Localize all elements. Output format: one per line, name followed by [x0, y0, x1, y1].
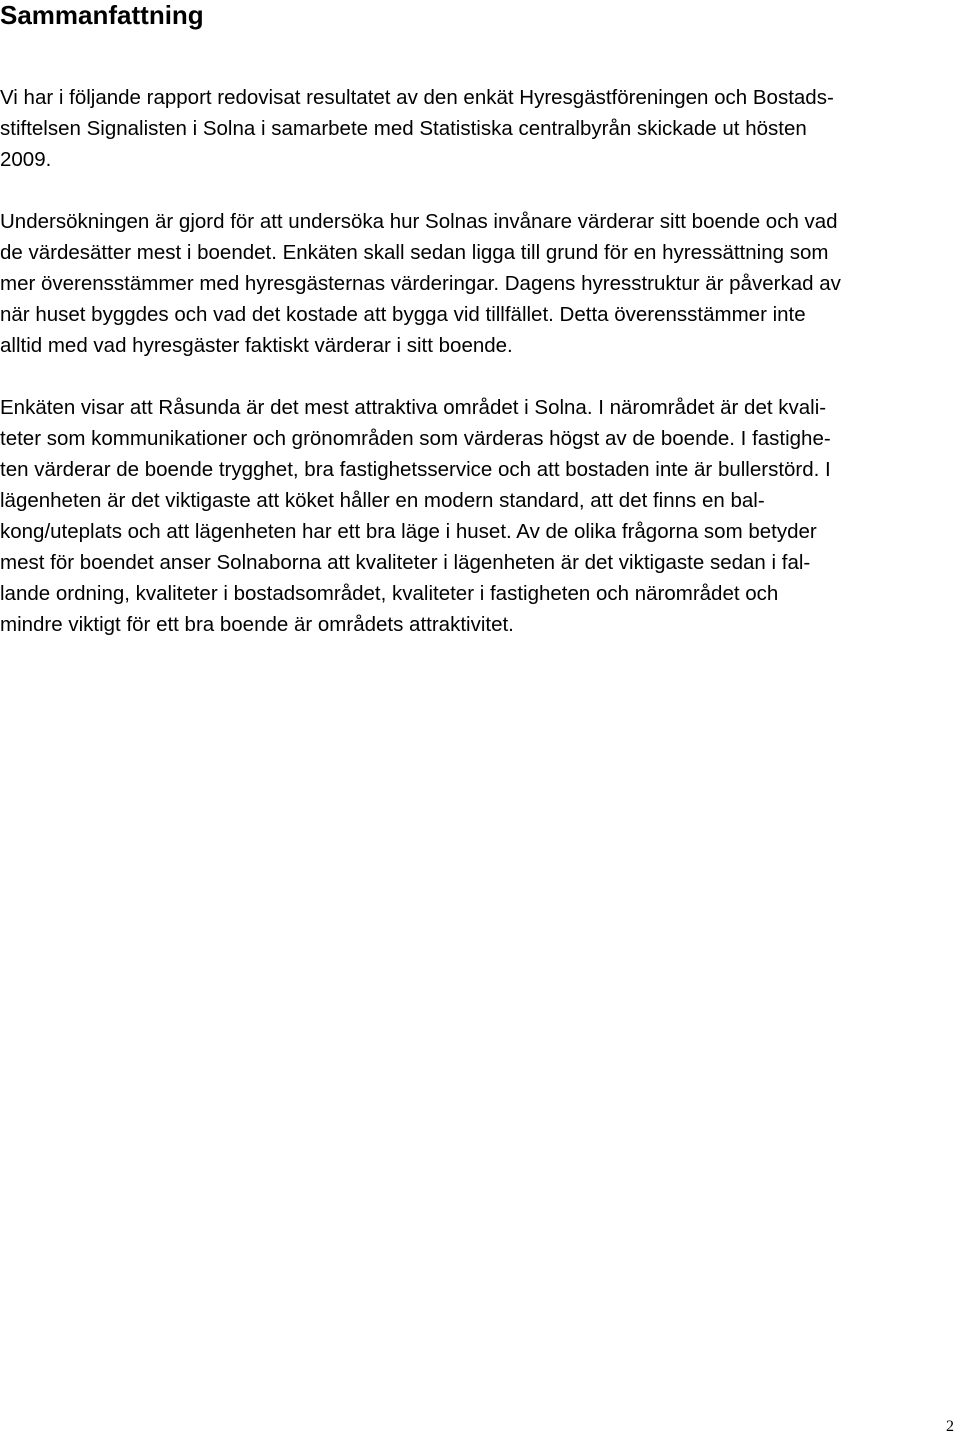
paragraph-2-line-2: de värdesätter mest i boendet. Enkäten skall sedan ligga till grund för en hyressättning som — [0, 241, 829, 264]
paragraph-2-line-3: mer överensstämmer med hyresgästernas värderingar. Dagens hyresstruktur är påverkad av — [0, 272, 841, 295]
page-number: 2 — [946, 1418, 954, 1435]
paragraph-2-line-5: alltid med vad hyresgäster faktiskt värderar i sitt boende. — [0, 334, 513, 357]
paragraph-3-line-8: mindre viktigt för ett bra boende är områdets attraktivitet. — [0, 613, 514, 636]
paragraph-3-line-4: lägenheten är det viktigaste att köket håller en modern standard, att det finns en bal- — [0, 489, 765, 512]
paragraph-3-line-2: teter som kommunikationer och grönområden som värderas högst av de boende. I fastighe- — [0, 427, 831, 450]
paragraph-2-line-4: när huset byggdes och vad det kostade att bygga vid tillfället. Detta överensstämmer inte — [0, 303, 806, 326]
paragraph-3-line-1: Enkäten visar att Råsunda är det mest attraktiva området i Solna. I närområdet är det kvali- — [0, 396, 827, 419]
paragraph-3-line-5: kong/uteplats och att lägenheten har ett bra läge i huset. Av de olika frågorna som betyder — [0, 520, 817, 543]
paragraph-3-line-6: mest för boendet anser Solnaborna att kvaliteter i lägenheten är det viktigaste sedan i fal- — [0, 551, 811, 574]
paragraph-1-line-2: stiftelsen Signalisten i Solna i samarbete med Statistiska centralbyrån skickade ut hösten — [0, 117, 807, 140]
paragraph-2-line-1: Undersökningen är gjord för att undersöka hur Solnas invånare värderar sitt boende och vad — [0, 210, 838, 233]
paragraph-3-line-7: lande ordning, kvaliteter i bostadsområdet, kvaliteter i fastigheten och närområdet och — [0, 582, 779, 605]
page-title: Sammanfattning — [0, 0, 204, 30]
paragraph-1-line-1: Vi har i följande rapport redovisat resultatet av den enkät Hyresgästföreningen och Bostads- — [0, 86, 834, 109]
paragraph-1-line-3: 2009. — [0, 148, 52, 171]
paragraph-3-line-3: ten värderar de boende trygghet, bra fastighetsservice och att bostaden inte är bullerstörd. I — [0, 458, 831, 481]
